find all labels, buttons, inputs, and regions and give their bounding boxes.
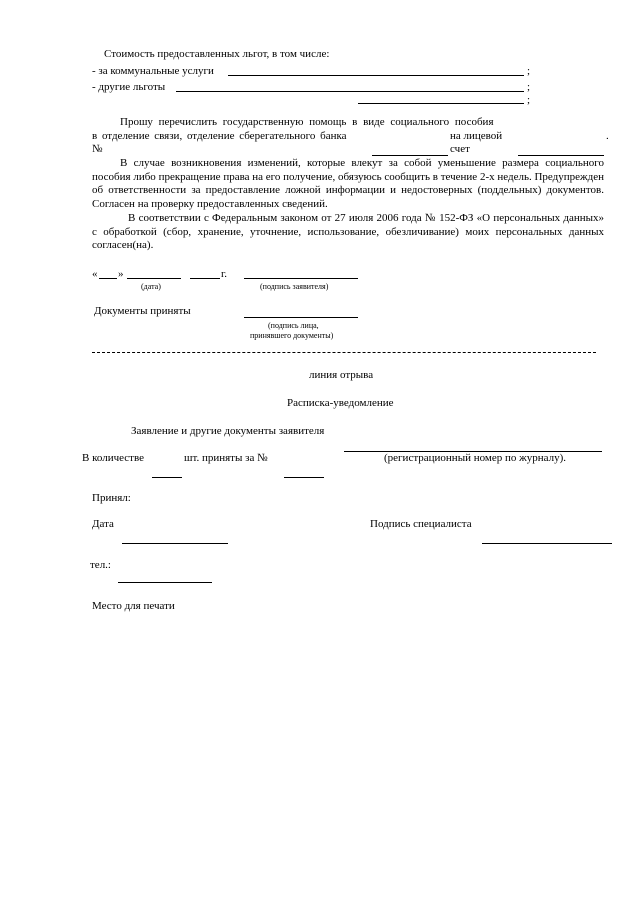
accepted-signature-field[interactable]: [244, 317, 358, 318]
date-label: Дата: [92, 518, 114, 530]
utilities-label: - за коммунальные услуги: [92, 65, 214, 77]
obligation-paragraph: В случае возникновения изменений, которые влекут за собой уменьшение размера социального пособия либо прекращение права на его получение, обязуюсь сообщить в течение 2-х недель. Предупрежден об ответственности за предоставление ложной информации и недостоверных (поддельных) документов. Согласен на проверку предоставленных сведений.: [92, 157, 604, 210]
accepted-number-label: шт. приняты за №: [184, 452, 268, 464]
account-label: счет: [450, 143, 470, 155]
semicolon: ;: [527, 94, 531, 106]
request-line-2: в отделение связи, отделение сберегательного банка: [92, 130, 347, 142]
other-benefits-field[interactable]: [176, 91, 524, 92]
personal-data-paragraph: В соответствии с Федеральным законом от 27 июля 2006 года № 152-ФЗ «О персональных данных» с обработкой (сбор, хранение, уточнение, использование, обезличивание) моих персональных данных согласен(на).: [92, 212, 604, 252]
day-field[interactable]: [99, 278, 117, 279]
count-field[interactable]: [152, 477, 182, 478]
count-label: В количестве: [82, 452, 144, 464]
number-sign: №: [92, 143, 103, 155]
registration-caption: (регистрационный номер по журналу).: [384, 452, 566, 464]
date-caption: (дата): [141, 282, 161, 291]
year-suffix: г.: [221, 268, 228, 280]
specialist-signature-field[interactable]: [482, 543, 612, 544]
registration-number-field[interactable]: [284, 477, 324, 478]
phone-field[interactable]: [118, 582, 212, 583]
receipt-title: Расписка-уведомление: [287, 397, 394, 409]
other-benefits-field-2[interactable]: [358, 103, 524, 104]
specialist-signature-label: Подпись специалиста: [370, 518, 472, 530]
applicant-signature-field[interactable]: [244, 278, 358, 279]
request-account-word: на лицевой: [450, 130, 503, 142]
semicolon: ;: [527, 81, 531, 93]
receipt-date-field[interactable]: [122, 543, 228, 544]
request-period: .: [606, 130, 609, 142]
year-field[interactable]: [190, 278, 220, 279]
receipt-docs-line: Заявление и другие документы заявителя: [131, 425, 325, 437]
utilities-field[interactable]: [228, 75, 524, 76]
month-field[interactable]: [127, 278, 181, 279]
semicolon: ;: [527, 65, 531, 77]
phone-label: тел.:: [90, 559, 111, 571]
date-open-quote: «: [92, 268, 98, 280]
tear-line-divider: [92, 352, 596, 353]
documents-accepted-label: Документы приняты: [94, 305, 191, 317]
account-field[interactable]: [518, 155, 604, 156]
tear-line-label: линия отрыва: [309, 369, 374, 381]
accepted-caption-1: (подпись лица,: [268, 321, 319, 330]
accepted-caption-2: принявшего документы): [250, 331, 334, 340]
date-close-quote: »: [118, 268, 124, 280]
applicant-caption: (подпись заявителя): [260, 282, 329, 291]
bank-field[interactable]: [372, 155, 448, 156]
seal-place-label: Место для печати: [92, 600, 175, 612]
request-line-1: Прошу перечислить государственную помощь в виде социального пособия: [120, 116, 494, 128]
received-by-label: Принял:: [92, 492, 131, 504]
benefits-heading: Стоимость предоставленных льгот, в том числе:: [104, 48, 330, 60]
other-benefits-label: - другие льготы: [92, 81, 166, 93]
